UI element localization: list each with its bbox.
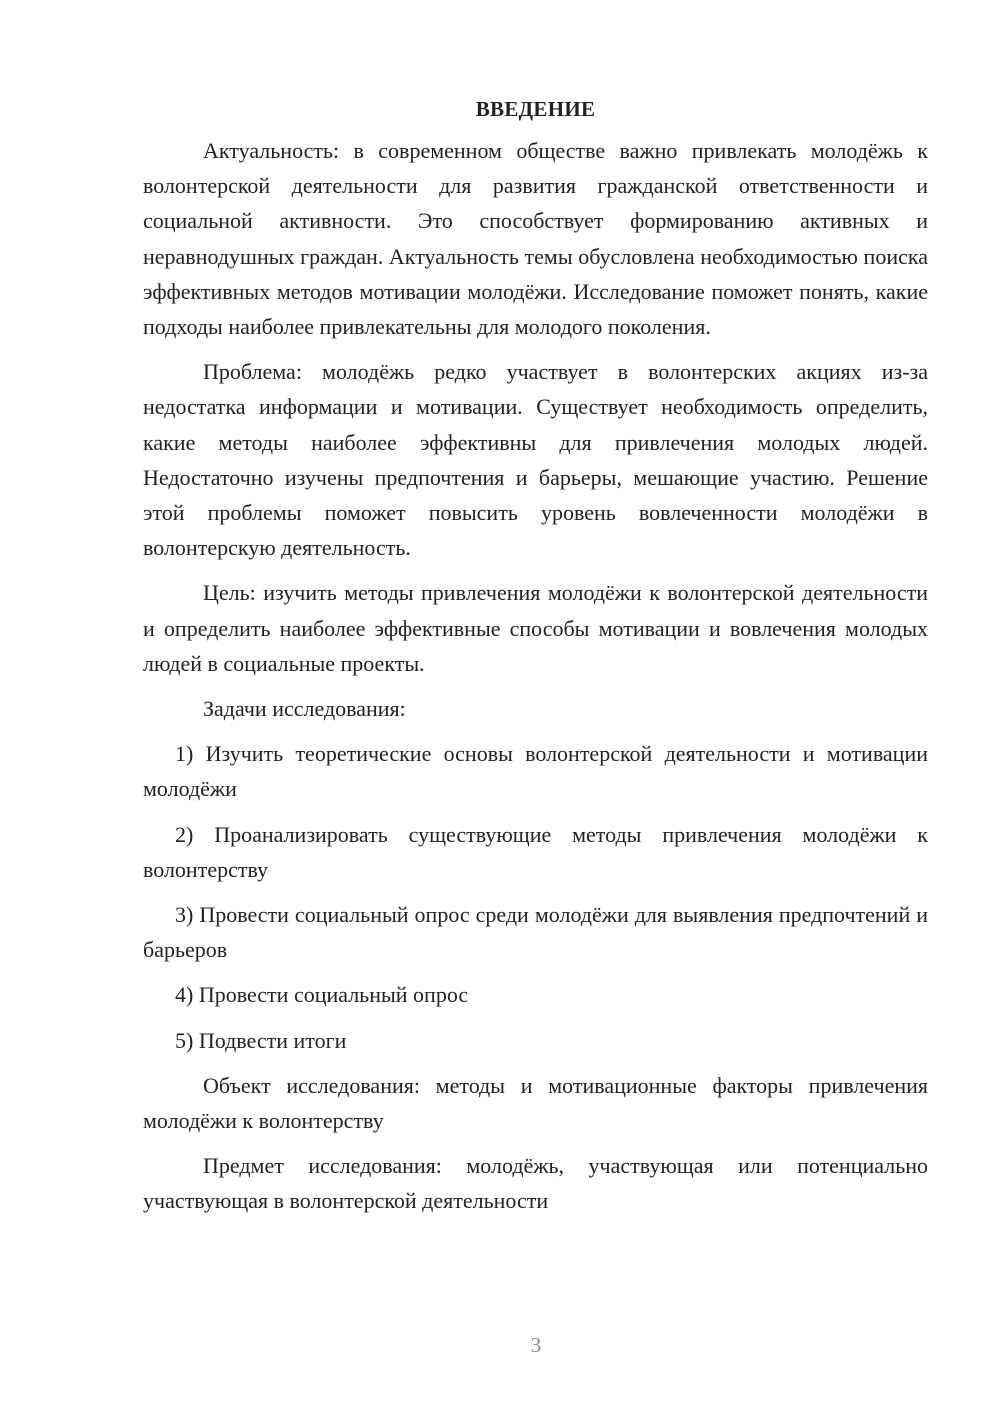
paragraph-problem: Проблема: молодёжь редко участвует в волонтерских акциях из-за недостатка информации и мотивации. Существует необходимость определить, какие методы наиболее эффективны для привлечения молодых людей. Недостаточно изучены предпочтения и барьеры, мешающие участию. Решение этой проблемы поможет повысить уровень вовлеченности молодёжи в волонтерскую деятельность. <box>143 359 928 561</box>
list-item: 1) Изучить теоретические основы волонтерской деятельности и мотивации молодёжи <box>143 741 928 802</box>
list-item: 2) Проанализировать существующие методы привлечения молодёжи к волонтерству <box>143 821 928 882</box>
page-number: 3 <box>530 1333 542 1357</box>
paragraph-subject: Предмет исследования: молодёжь, участвующая или потенциально участвующая в волонтерской деятельности <box>143 1153 928 1214</box>
tasks-heading: Задачи исследования: <box>203 696 406 722</box>
document-page <box>143 92 928 1219</box>
paragraph-relevance: Актуальность: в современном обществе важно привлекать молодёжь к волонтерской деятельности для развития гражданской ответственности и социальной активности. Это способствует формированию активных и неравнодушных граждан. Актуальность темы обусловлена необходимостью поиска эффективных методов мотивации молодёжи. Исследование поможет понять, какие подходы наиболее привлекательны для молодого поколения. <box>143 138 928 340</box>
list-item: 4) Провести социальный опрос <box>175 982 469 1008</box>
paragraph-object: Объект исследования: методы и мотивационные факторы привлечения молодёжи к волонтерству <box>143 1072 928 1134</box>
section-title: ВВЕДЕНИЕ <box>475 97 596 121</box>
paragraph-goal: Цель: изучить методы привлечения молодёжи к волонтерской деятельности и определить наиболее эффективные способы мотивации и вовлечения молодых людей в социальные проекты. <box>143 580 928 676</box>
list-item: 5) Подвести итоги <box>175 1027 347 1053</box>
list-item: 3) Провести социальный опрос среди молодёжи для выявления предпочтений и барьеров <box>143 902 928 963</box>
